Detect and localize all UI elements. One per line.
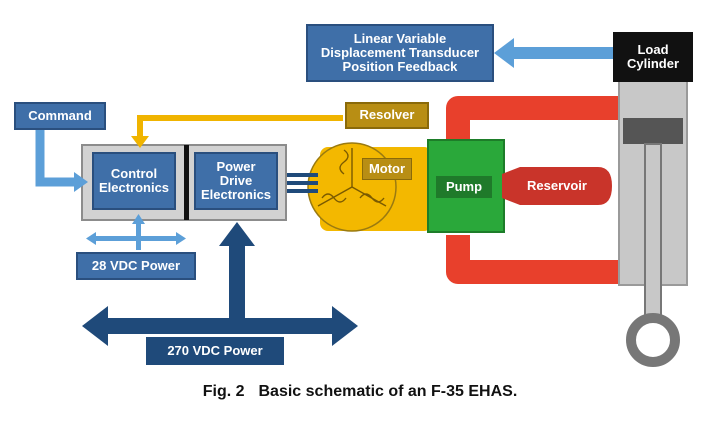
control-electronics-box bbox=[92, 152, 176, 210]
hydraulic-line-bottom bbox=[458, 235, 620, 272]
power-28-box bbox=[76, 252, 196, 280]
pump-label: Pump bbox=[445, 178, 483, 194]
reservoir-label: Reservoir bbox=[527, 177, 587, 193]
lvdt-arrowhead bbox=[494, 38, 514, 68]
load-cylinder-label: Load Cylinder bbox=[626, 41, 679, 71]
command-label: Command bbox=[28, 107, 92, 123]
reservoir-box bbox=[518, 174, 596, 198]
lvdt-label: Linear Variable Displacement Transducer Position Feedback bbox=[320, 30, 480, 75]
cylinder-piston bbox=[623, 118, 683, 144]
power-270-box bbox=[146, 337, 284, 365]
figure-label: Fig. 2 bbox=[202, 383, 245, 400]
figure-caption-text: Basic schematic of an F-35 EHAS. bbox=[258, 383, 518, 400]
command-box bbox=[14, 102, 106, 130]
cylinder-rod-eye bbox=[631, 318, 675, 362]
cylinder-rod bbox=[645, 144, 661, 324]
control-electronics-label: Control Electronics bbox=[98, 165, 170, 195]
motor-label: Motor bbox=[368, 160, 406, 176]
power-28-label: 28 VDC Power bbox=[91, 257, 181, 273]
resolver-box bbox=[345, 102, 429, 129]
motor-box bbox=[362, 158, 412, 180]
enclosure-divider bbox=[184, 145, 189, 220]
resolver-label: Resolver bbox=[359, 107, 415, 123]
lvdt-arrow-shaft bbox=[510, 47, 614, 59]
motor-power-lines bbox=[282, 173, 318, 193]
power-270-label: 270 VDC Power bbox=[167, 342, 263, 358]
load-cylinder-box bbox=[613, 32, 693, 82]
lvdt-box bbox=[306, 24, 494, 82]
power-drive-electronics-box bbox=[194, 152, 278, 210]
resolver-arrow bbox=[140, 118, 343, 138]
power-drive-electronics-label: Power Drive Electronics bbox=[200, 158, 272, 203]
figure-caption bbox=[0, 383, 720, 401]
pump-box bbox=[436, 176, 492, 198]
command-arrow bbox=[40, 130, 78, 182]
